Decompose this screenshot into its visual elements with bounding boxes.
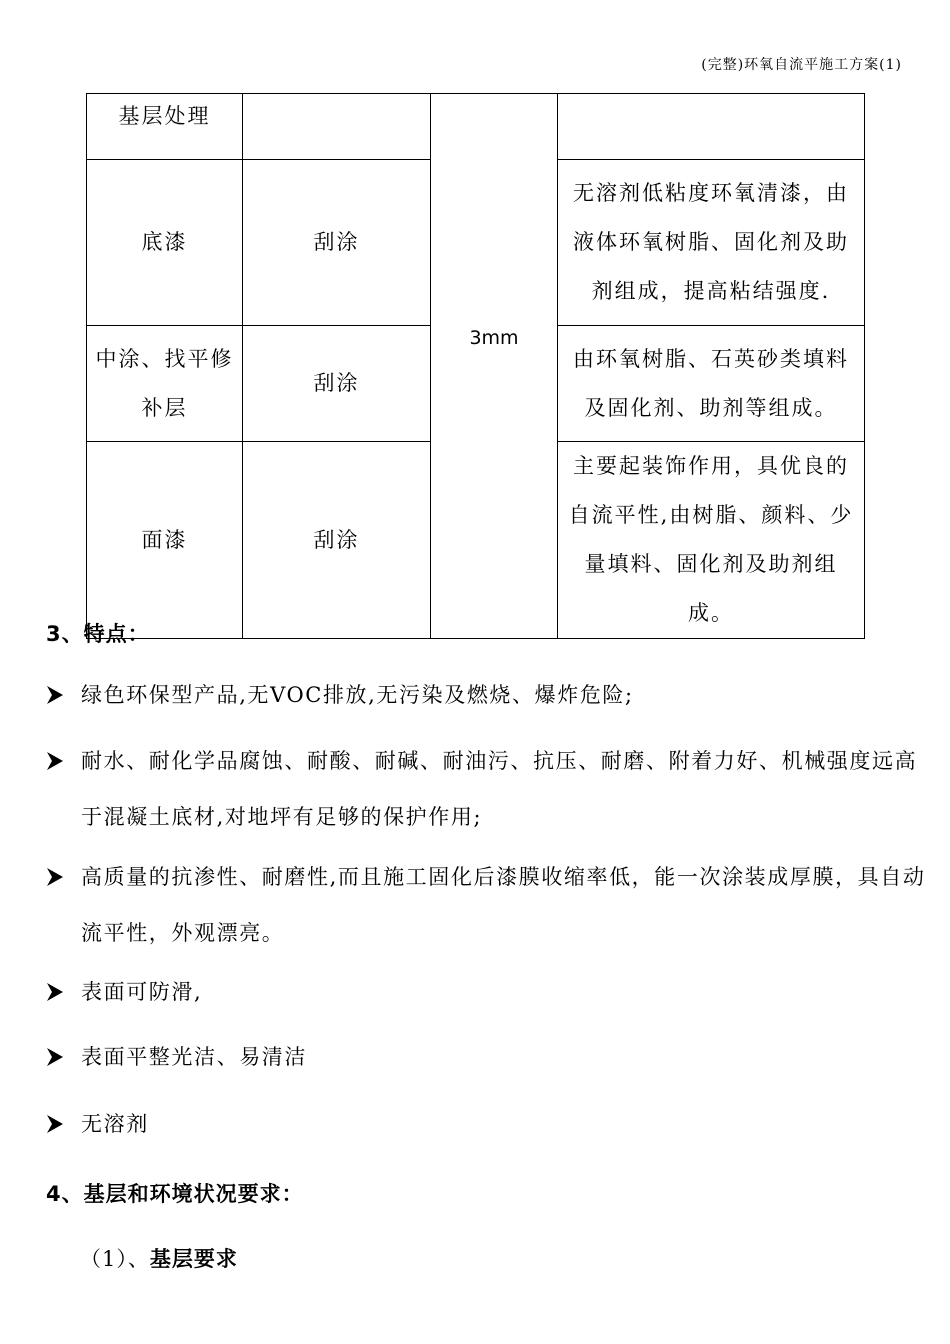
arrow-bullet-icon [46, 1046, 64, 1068]
list-item [46, 849, 926, 961]
list-item [46, 1096, 926, 1152]
list-item [46, 667, 926, 723]
table-row [87, 94, 865, 160]
layer-cell: 面漆 [87, 442, 243, 639]
arrow-bullet-icon [46, 866, 64, 888]
method-cell: 刮涂 [243, 442, 431, 639]
subsection-number: （1）、 [80, 1247, 150, 1271]
description-cell: 主要起装饰作用，具优良的自流平性,由树脂、颜料、少量填料、固化剂及助剂组成。 [558, 442, 865, 639]
section-3-heading: 3、特点： [46, 622, 150, 646]
list-item-text: 绿色环保型产品,无VOC排放,无污染及燃烧、爆炸危险; [81, 683, 634, 707]
method-cell: 刮涂 [243, 160, 431, 326]
list-item [46, 733, 926, 845]
subsection-heading [80, 1243, 238, 1273]
subsection-title: 基层要求 [149, 1247, 238, 1271]
layer-cell: 中涂、找平修补层 [87, 326, 243, 442]
list-item-text: 耐水、耐化学品腐蚀、耐酸、耐碱、耐油污、抗压、耐磨、附着力好、机械强度远高于混凝土底材,对地坪有足够的保护作用; [81, 749, 918, 829]
list-item-text: 无溶剂 [81, 1112, 149, 1136]
document-header: (完整)环氧自流平施工方案(1) [701, 57, 902, 73]
description-cell: 无溶剂低粘度环氧清漆，由液体环氧树脂、固化剂及助剂组成，提高粘结强度. [558, 160, 865, 326]
arrow-bullet-icon [46, 684, 64, 706]
list-item [46, 964, 926, 1020]
method-cell [243, 94, 431, 160]
arrow-bullet-icon [46, 750, 64, 772]
description-cell [558, 94, 865, 160]
list-item [46, 1029, 926, 1085]
description-cell: 由环氧树脂、石英砂类填料及固化剂、助剂等组成。 [558, 326, 865, 442]
layer-spec-table [86, 93, 865, 639]
list-item-text: 表面平整光洁、易清洁 [81, 1045, 307, 1069]
list-item-text: 高质量的抗渗性、耐磨性,而且施工固化后漆膜收缩率低，能一次涂装成厚膜，具自动流平性，外观漂亮。 [81, 865, 926, 945]
layer-cell: 基层处理 [87, 94, 243, 160]
method-cell: 刮涂 [243, 326, 431, 442]
thickness-cell: 3mm [431, 94, 558, 639]
layer-cell: 底漆 [87, 160, 243, 326]
arrow-bullet-icon [46, 981, 64, 1003]
section-4-heading: 4、基层和环境状况要求： [46, 1182, 304, 1206]
list-item-text: 表面可防滑, [81, 980, 203, 1004]
arrow-bullet-icon [46, 1113, 64, 1135]
